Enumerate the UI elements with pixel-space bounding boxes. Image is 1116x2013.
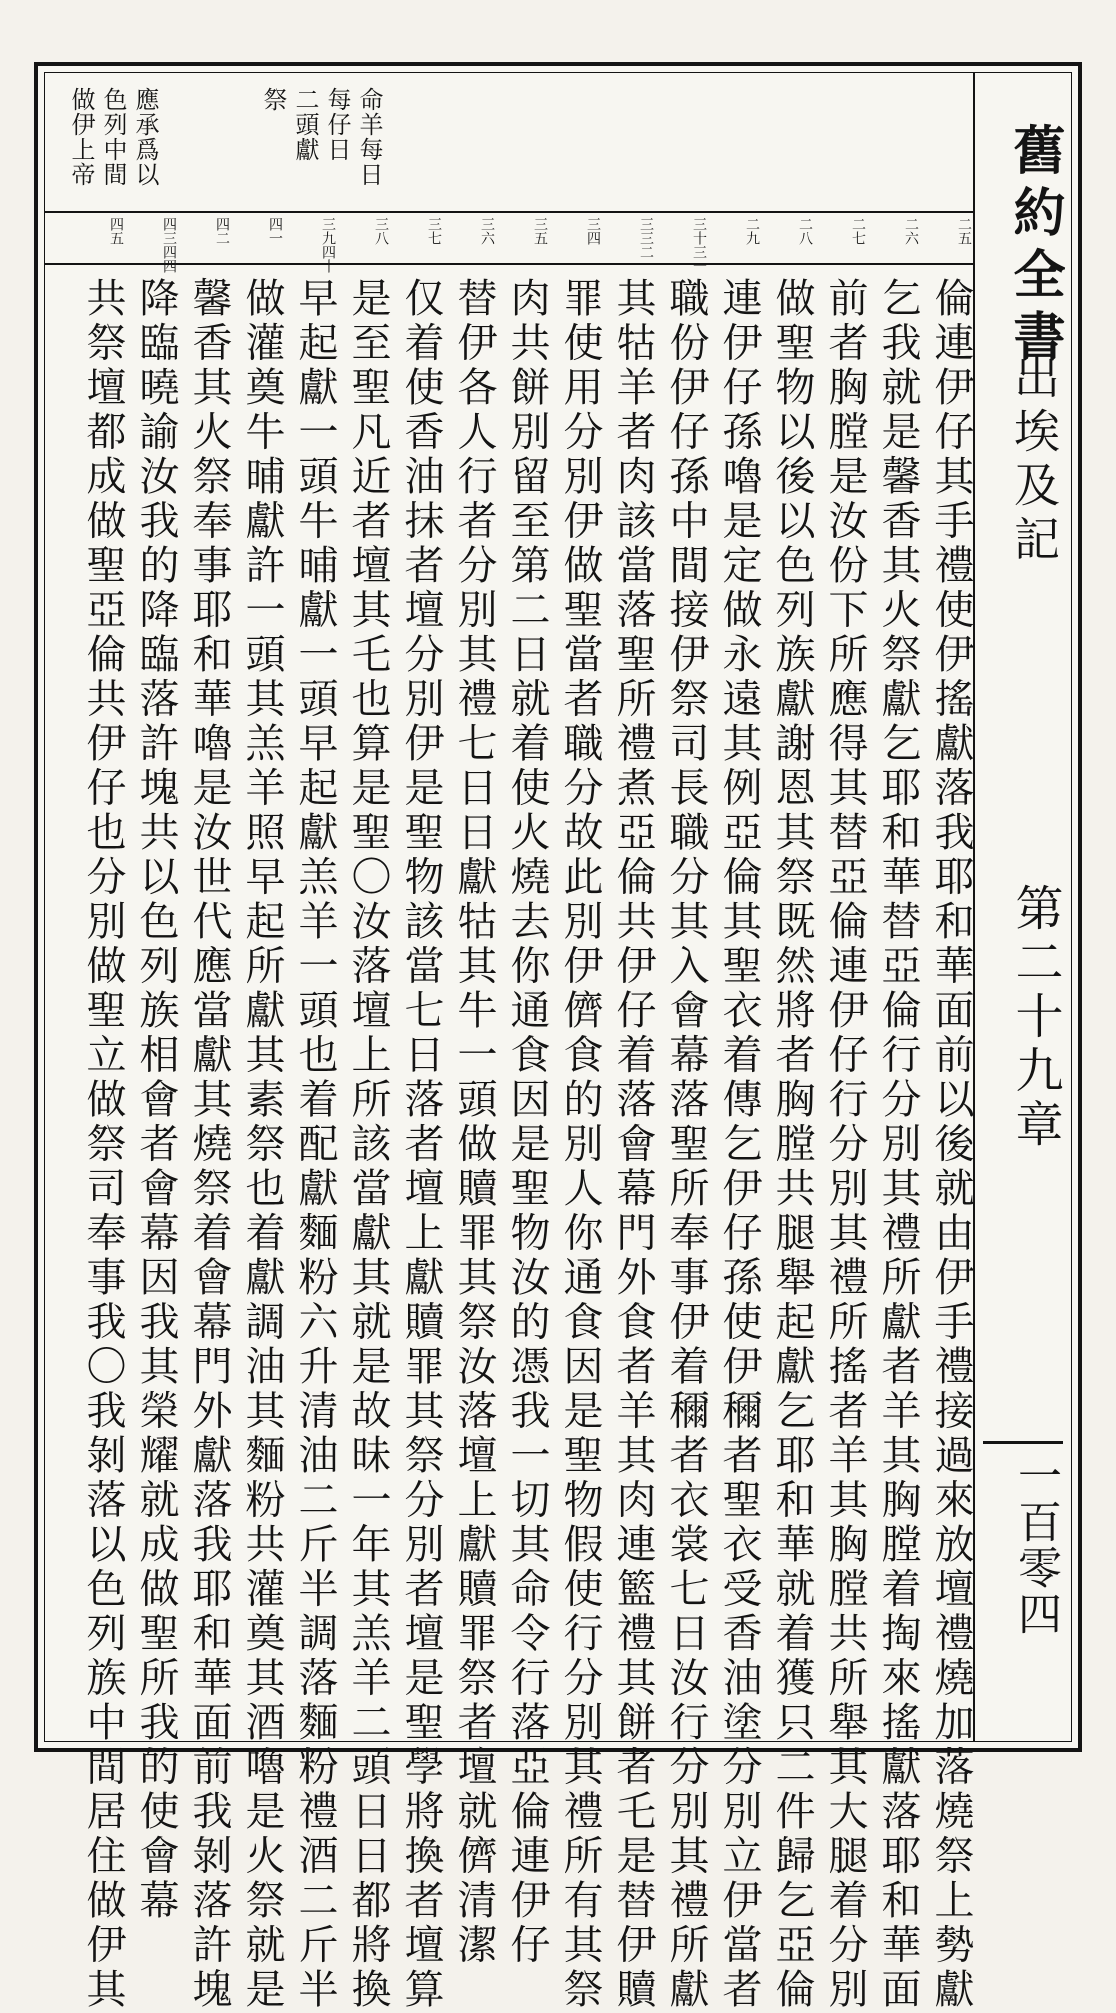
note-left	[67, 87, 159, 187]
text-column: 早起獻一頭牛晡獻一頭早起獻羔羊一頭也着配獻麵粉六升清油二斤半調落麵粉禮酒二斤半	[292, 277, 338, 2013]
verse-number: 三九四十	[320, 217, 336, 273]
book-title: 舊約全書	[1004, 123, 1065, 371]
verse-number: 三五	[532, 217, 548, 245]
header-column	[973, 73, 1071, 1741]
text-column: 職份伊仔孫中間接伊祭司長職分其入會幕落聖所奉事伊着穪者衣裳七日汝行分別其禮所獻	[663, 277, 709, 2013]
verse-number: 四五	[108, 217, 124, 245]
note-line: 應承爲以	[131, 87, 159, 187]
verse-number: 二七	[850, 217, 866, 245]
note-line: 每仔日	[323, 87, 351, 162]
text-column: 降臨曉諭汝我的降臨落許塊共以色列族相會者會幕因我其榮耀就成做聖所我的使會幕	[133, 277, 179, 1924]
page-number: 一百零四	[1010, 1453, 1061, 1637]
note-line: 色列中間	[99, 87, 127, 187]
note-line: 命羊每日	[355, 87, 383, 187]
verse-number: 三六	[479, 217, 495, 245]
verse-number: 二八	[797, 217, 813, 245]
text-column: 倫連伊仔其手禮使伊搖獻落我耶和華面前以後就由伊手禮接過來放壇禮燒加落燒祭上勢獻	[928, 277, 974, 2013]
text-column: 馨香其火祭奉事耶和華嚕是汝世代應當獻其燒祭着會幕門外獻落我耶和華面前我剝落許塊	[186, 277, 232, 2013]
text-column: 乞我就是馨香其火祭獻乞耶和華替亞倫行分別其禮所獻者羊其胸膛着掏來搖獻落耶和華面	[875, 277, 921, 2013]
header-divider	[983, 1441, 1063, 1444]
text-column: 是至聖凡近者壇其乇也算是聖〇汝落壇上所該當獻其就是故昧一年其羔羊二頭日日都將換	[345, 277, 391, 2013]
note-line: 祭	[259, 87, 287, 112]
text-column: 做聖物以後以色列族獻謝恩其祭既然將者胸膛共腿舉起獻乞耶和華就着獲只二件歸乞亞倫	[769, 277, 815, 2013]
verse-number: 四一	[267, 217, 283, 245]
scripture-text	[45, 263, 975, 2013]
text-column: 其牯羊者肉該當落聖所禮煮亞倫共伊仔着落會幕門外食者羊其肉連籃禮其餅者乇是替伊贖	[610, 277, 656, 2013]
marginal-notes	[45, 73, 975, 213]
note-right	[259, 87, 383, 187]
text-column: 替伊各人行者分別其禮七日日獻牯其牛一頭做贖罪其祭汝落壇上獻贖罪祭者壇就儕清潔	[451, 277, 497, 1968]
verse-number: 二五	[956, 217, 972, 245]
verse-number: 三四	[585, 217, 601, 245]
verse-number: 三七	[426, 217, 442, 245]
text-column: 做灌奠牛晡獻許一頭其羔羊照早起所獻其素祭也着獻調油其麵粉共灌奠其酒嚕是火祭就是	[239, 277, 285, 2013]
text-column: 仅着使香油抹者壇分別伊是聖物該當七日落者壇上獻贖罪其祭分別者壇是聖學將換者壇算	[398, 277, 444, 2013]
text-column: 罪使用分別伊做聖當者職分故此別伊儕食的別人你通食因是聖物假使行分別其禮所有其祭	[557, 277, 603, 2013]
scripture-page	[34, 62, 1082, 2013]
verse-number: 四二	[214, 217, 230, 245]
verse-number: 二九	[744, 217, 760, 245]
verse-number: 三三二	[638, 217, 654, 259]
note-line: 做伊上帝	[67, 87, 95, 187]
text-column: 前者胸膛是汝份下所應得其替亞倫連伊仔行分別其禮所搖者羊其胸膛共所舉其大腿着分別	[822, 277, 868, 2013]
verse-number: 三八	[373, 217, 389, 245]
note-line: 二頭獻	[291, 87, 319, 162]
verse-number-band	[45, 211, 975, 273]
page-frame	[44, 72, 1072, 2013]
text-column: 肉共餅別留至第二日就着使火燒去你通食因是聖物汝的憑我一切其命令行落亞倫連伊仔	[504, 277, 550, 1968]
chapter-title: 第二十九章	[1007, 883, 1063, 1153]
verse-number: 二六	[903, 217, 919, 245]
verse-number: 四三四四	[161, 217, 177, 273]
section-name: 出埃及記	[1007, 353, 1061, 569]
text-column: 共祭壇都成做聖亞倫共伊仔也分別做聖立做祭司奉事我〇我剝落以色列族中間居住做伊其	[80, 277, 126, 2013]
text-column: 連伊仔孫嚕是定做永遠其例亞倫其聖衣着傳乞伊仔孫使伊穪者聖衣受香油塗分別立伊當者	[716, 277, 762, 2013]
verse-number: 三十三一	[691, 217, 707, 273]
